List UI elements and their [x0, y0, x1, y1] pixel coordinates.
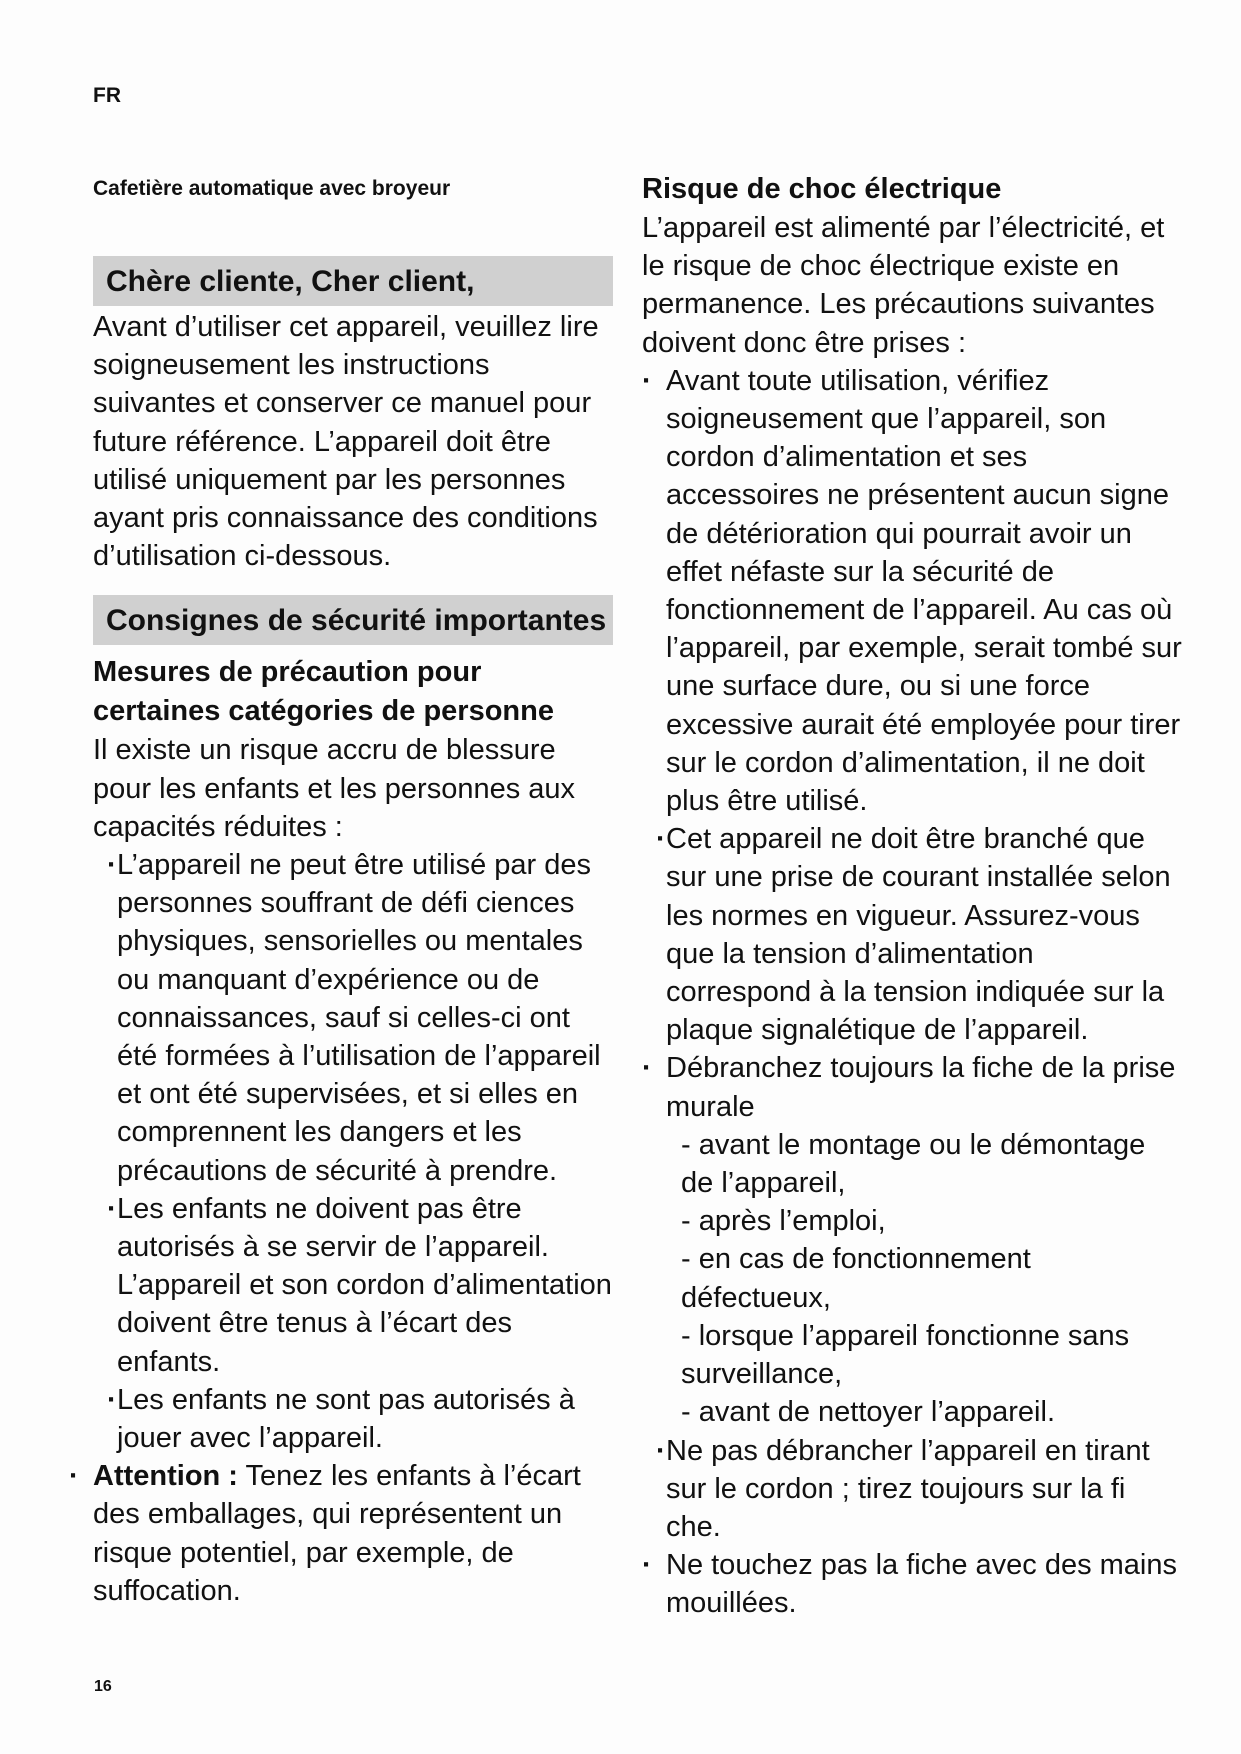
list-item-text: Les enfants ne doivent pas être autorisés à se servir de l’appareil. L’appareil et son cordon d’alimentation doivent être tenus à l’écart des enfants. — [117, 1192, 612, 1378]
precaution-list — [69, 846, 613, 1610]
sublist-item: - en cas de fonctionnement défectueux, — [681, 1243, 1031, 1314]
intro-paragraph: Avant d’utiliser cet appareil, veuillez lire soigneusement les instructions suivantes et conserver ce manuel pour future référence. L’appareil doit être utilisé uniquement par les personnes ayant pris connaissance des conditions d’utilisation ci-dessous. — [93, 311, 599, 573]
greeting-heading: Chère cliente, Cher client, — [93, 256, 613, 306]
bullet-icon: · — [642, 364, 652, 397]
left-column — [69, 170, 613, 1610]
list-item-text: Les enfants ne sont pas autorisés à jouer avec l’appareil. — [117, 1383, 575, 1455]
precaution-intro: Il existe un risque accru de blessure pour les enfants et les personnes aux capacités réduites : — [93, 734, 576, 843]
shock-risk-intro: L’appareil est alimenté par l’électricité, et le risque de choc électrique existe en permanence. Les précautions suivantes doivent donc être prises : — [642, 212, 1165, 359]
sublist-item: - après l’emploi, — [681, 1205, 886, 1238]
precaution-heading: Mesures de précaution pour certaines catégories de personne — [93, 656, 554, 728]
language-code: FR — [93, 84, 121, 107]
sublist-item: - avant de nettoyer l’appareil. — [681, 1396, 1055, 1429]
product-subtitle: Cafetière automatique avec broyeur — [93, 177, 451, 200]
list-item — [93, 1381, 613, 1457]
attention-text: Tenez les enfants à l’écart des emballages, qui représentent un risque potentiel, par exemple, de suffocation. — [93, 1460, 581, 1607]
bullet-icon: · — [69, 1460, 79, 1493]
bullet-icon: · — [656, 1434, 666, 1467]
list-item — [642, 820, 1182, 1049]
page-number: 16 — [94, 1678, 112, 1695]
bullet-icon: · — [107, 849, 117, 882]
list-item-text: L’appareil ne peut être utilisé par des personnes souffrant de défi ciences physiques, sensorielles ou mentales ou manquant d’expérience ou de connaissances, sauf si celles-ci ont été formées à l’utilisation de l’appareil et ont été supervisées, et si elles en comprennent les dangers et les précautions de sécurité à prendre. — [117, 849, 601, 1187]
bullet-icon: · — [656, 823, 666, 856]
sublist-item: - lorsque l’appareil fonctionne sans surveillance, — [681, 1319, 1130, 1391]
list-item — [642, 1432, 1182, 1547]
shock-risk-heading: Risque de choc électrique — [642, 173, 1002, 205]
list-item-text: Ne pas débrancher l’appareil en tirant sur le cordon ; tirez toujours sur la fi che. — [666, 1434, 1150, 1543]
bullet-icon: · — [642, 1549, 652, 1582]
unplug-sublist — [666, 1126, 1182, 1432]
sublist-item: - avant le montage ou le démontage de l’appareil, — [681, 1128, 1146, 1200]
shock-precaution-list — [642, 362, 1182, 1623]
bullet-icon: · — [642, 1052, 652, 1085]
list-item — [642, 1049, 1182, 1431]
bullet-icon: · — [107, 1192, 117, 1225]
list-item — [642, 1546, 1182, 1622]
safety-heading: Consignes de sécurité importantes — [93, 595, 613, 645]
attention-label: Attention : — [93, 1460, 238, 1493]
attention-item — [69, 1457, 613, 1610]
right-column — [642, 170, 1182, 1623]
list-item-text: Cet appareil ne doit être branché que sur une prise de courant installée selon les normes en vigueur. Assurez-vous que la tension d’alimentation correspond à la tension indiquée sur la plaque signalétique de l’appareil. — [666, 823, 1171, 1047]
list-item — [93, 846, 613, 1190]
list-item-text: Ne touchez pas la fiche avec des mains mouillées. — [666, 1549, 1177, 1620]
list-item-text: Débranchez toujours la fiche de la prise murale — [666, 1052, 1176, 1123]
list-item — [93, 1190, 613, 1381]
list-item — [642, 362, 1182, 820]
list-item-text: Avant toute utilisation, vérifiez soigneusement que l’appareil, son cordon d’alimentation et ses accessoires ne présentent aucun signe de détérioration qui pourrait avoir un effet néfaste sur la sécurité de fonctionnement de l’appareil. Au cas où l’appareil, par exemple, serait tombé sur une surface dure, ou si une force excessive aurait été employée pour tirer sur le cordon d’alimentation, il ne doit plus être utilisé. — [666, 364, 1182, 818]
bullet-icon: · — [107, 1383, 117, 1416]
